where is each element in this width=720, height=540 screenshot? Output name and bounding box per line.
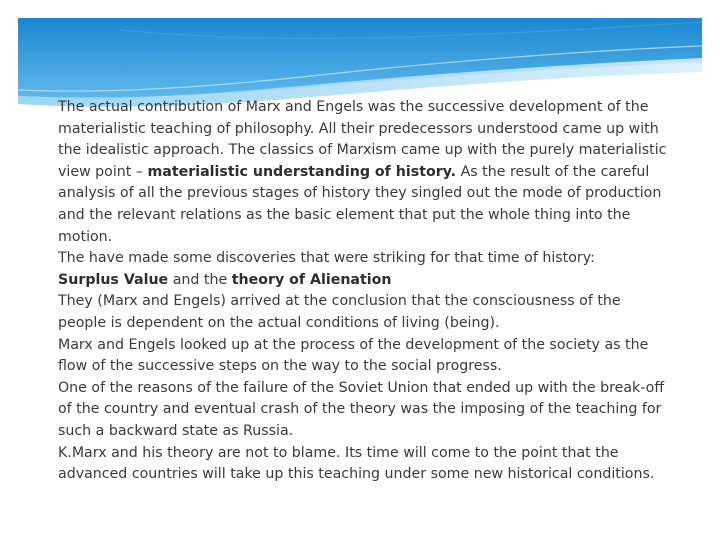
- paragraph-consciousness: They (Marx and Engels) arrived at the conclusion that the consciousness of the people is dependent on the actual conditions of living (being).: [58, 293, 621, 331]
- emphasis-surplus-value: Surplus Value: [58, 271, 169, 288]
- paragraph-soviet-union: One of the reasons of the failure of the Soviet Union that ended up with the break-off of the country and eventual crash of the theory was the imposing of the teaching for such a backward state as Russia.: [58, 379, 665, 439]
- emphasis-theory-alienation: theory of Alienation: [231, 271, 392, 288]
- emphasis-materialistic-history: materialistic understanding of history.: [147, 163, 457, 180]
- paragraph-surplus-alienation: Surplus Value and the theory of Alienation: [58, 271, 392, 288]
- body-text: [58, 97, 670, 486]
- paragraph-discoveries: The have made some discoveries that were striking for that time of history:: [58, 250, 595, 267]
- paragraph-not-to-blame: K.Marx and his theory are not to blame. Its time will come to the point that the advanced countries will take up this teaching under some new historical conditions.: [58, 444, 655, 483]
- paragraph-contribution: The actual contribution of Marx and Engels was the successive development of the materialistic teaching of philosophy. All their predecessors understood came up with the idealistic approach. The classics of Marxism came up with the purely materialistic view point – materialistic understanding of history. As the result of the careful analysis of all the previous stages of history they singled out the mode of production and the relevant relations as the basic element that put the whole thing into the motion.: [58, 99, 667, 245]
- paragraph-society-process: Marx and Engels looked up at the process of the development of the society as the flow of the successive steps on the way to the social progress.: [58, 336, 649, 375]
